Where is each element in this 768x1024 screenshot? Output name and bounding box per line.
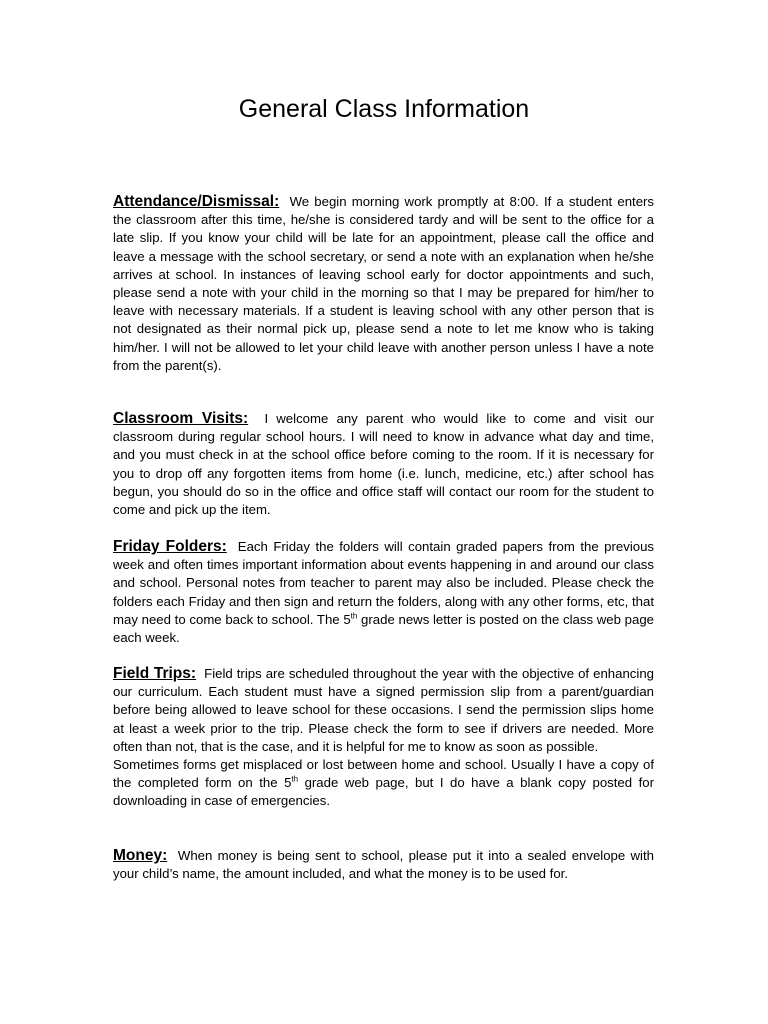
section-heading: Classroom Visits: (113, 410, 249, 427)
section-classroom-visits (113, 410, 654, 519)
superscript: th (291, 774, 299, 784)
section-heading: Friday Folders: (113, 538, 227, 555)
section-body-continued: grade web page, but I do have a blank copy posted for downloading in case of emergencies. (113, 775, 654, 809)
page-title: General Class Information (238, 95, 530, 123)
section-body: Each Friday the folders will contain graded papers from the previous week and often times important information about events happening in and around our class and school. Personal notes from teacher to parent may also be included. Please check the folders each Friday and then sign and return the folders, along with any other forms, etc, that may need to come back to school. The 5 (113, 539, 655, 627)
section-body: When money is being sent to school, please put it into a sealed envelope with your child’s name, the amount included, and what the money is to be used for. (113, 848, 654, 882)
section-attendance (113, 193, 654, 375)
section-friday-folders (113, 538, 654, 647)
section-money (113, 847, 654, 883)
section-heading: Field Trips: (113, 665, 197, 682)
section-body: I welcome any parent who would like to come and visit our classroom during regular school hours. I will need to know in advance what day and time, and you must check in at the school office before coming to the room. If it is necessary for you to drop off any forgotten items from home (i.e. lunch, medicine, etc.) after school has begun, you should do so in the office and office staff will contact our room for the student to come and pick up the item. (113, 411, 654, 518)
section-heading: Money: (113, 847, 168, 864)
section-heading: Attendance/Dismissal: (113, 193, 280, 210)
section-body: We begin morning work promptly at 8:00. If a student enters the classroom after this time, he/she is considered tardy and will be sent to the office for a late slip. If you know your child will be late for an appointment, please call the office and leave a message with the school secretary, or send a note with an explanation when he/she arrives at school. In instances of leaving school early for doctor appointments and such, please send a note with your child in the morning so that I may be prepared for him/her to leave with necessary materials. If a student is leaving school with any other person that is not designated as their normal pick up, please send a note to let me know who is taking him/her. I will not be allowed to let your child leave with another person unless I have a note from the parent(s). (113, 194, 655, 373)
section-field-trips (113, 665, 654, 811)
section-body-continued: grade news letter is posted on the class web page each week. (113, 611, 655, 646)
superscript: th (350, 611, 358, 621)
section-body-second-paragraph: Sometimes forms get misplaced or lost between home and school. Usually I have a copy of the completed form on the 5 (113, 757, 654, 791)
section-body: Field trips are scheduled throughout the year with the objective of enhancing our curriculum. Each student must have a signed permission slip from a parent/guardian before being allowed to leave school for these occasions. I send the permission slips home at least a week prior to the trip. Please check the form to see if drivers are needed. More often than not, that is the case, and it is helpful for me to know as soon as possible. (113, 666, 654, 754)
